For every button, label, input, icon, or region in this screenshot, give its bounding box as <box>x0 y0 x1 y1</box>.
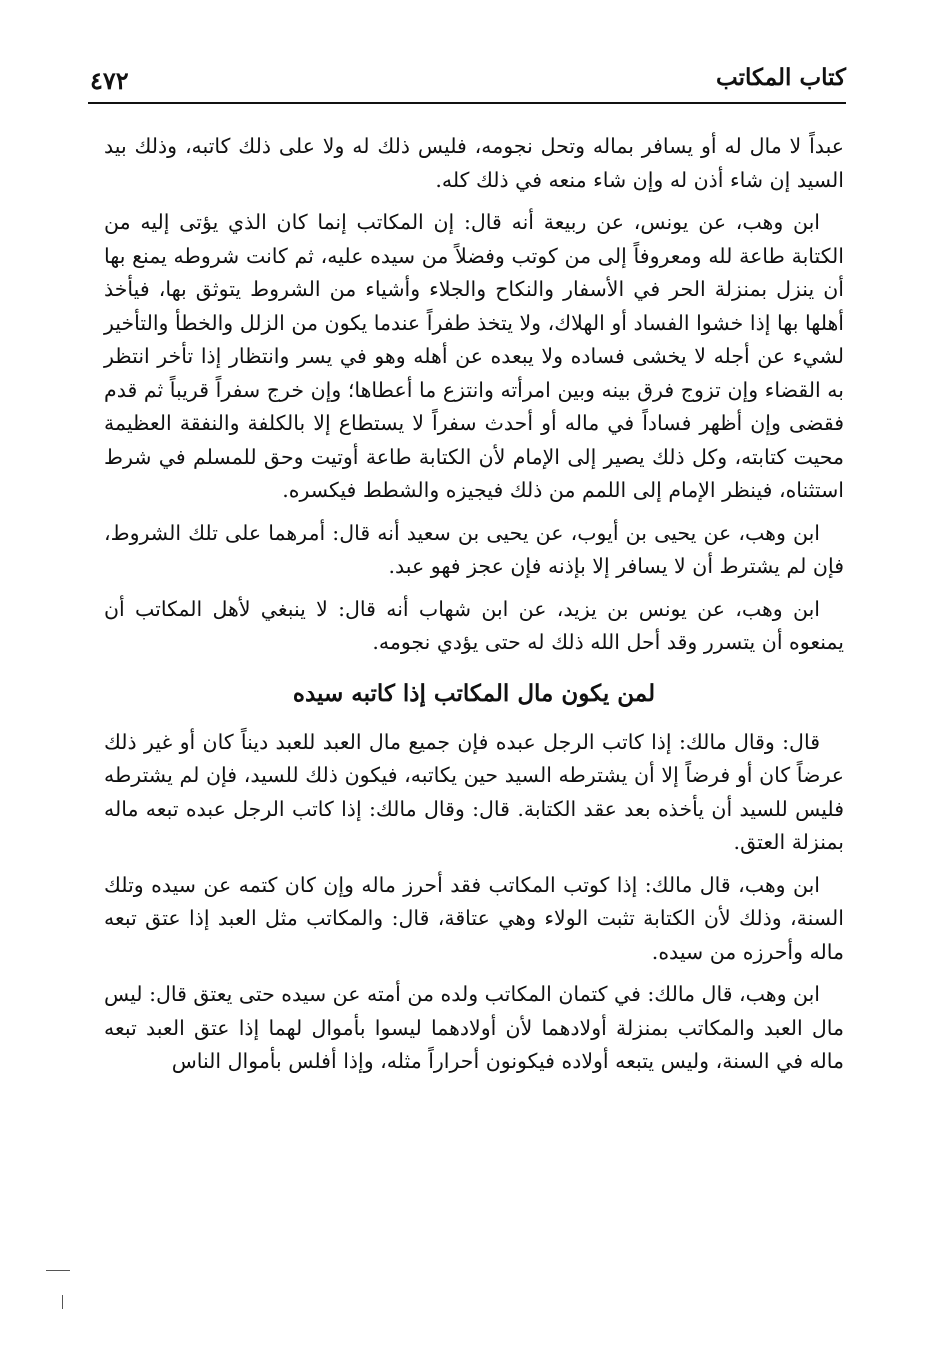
paragraph: ابن وهب، عن يحيى بن أيوب، عن يحيى بن سعيد أنه قال: أمرهما على تلك الشروط، فإن لم يشترط أن لا يسافر إلا بإذنه فإن عجز فهو عبد. <box>104 520 844 578</box>
paragraph: ابن وهب، قال مالك: في كتمان المكاتب ولده من أمته عن سيده حتى يعتق قال: ليس مال العبد والمكاتب بمنزلة أولادهما لأن أولادهما ليسوا بأموال لهما إذا عتق العبد تبعه ماله في السنة، وليس يتبعه أولاده فيكونون أحراراً مثله، وإذا أفلس بأموال الناس <box>103 982 844 1073</box>
paragraph: ابن وهب، عن يونس، عن ربيعة أنه قال: إن المكاتب إنما كان الذي يؤتى إليه من الكتابة طاعة لله ومعروفاً إلى من كوتب وفضلاً من سيده عليه، ثم كانت شروطه يمنع بها أن ينزل بمنزلة الحر في الأسفار والنكاح والجلاء وأشياء من الشروط يتوثق بها، فيأخذ أهلها بها إذا خشوا الفساد أو الهلاك، ولا يتخذ طفراً عندما يكون من الزلل والخطأ والتأخير لشيء عن أجله لا يخشى فساده ولا يبعده عن أهله وهو في يسر وانتظار إذا تأخر انتظر به القضاء وإن تزوج فرق بينه وبين امرأته وانتزع ما أعطاها؛ وإن خرج سفراً قريباً ثم قدم فقضى وإن أظهر فساداً في ماله أو أحدث سفراً لا يستطاع إلا بالكلفة والنفقة العظيمة محيت كتابته، وكل ذلك يصير إلى الإمام لأن الكتابة طاعة أوتيت وحق للمسلم في شرط استثناه، فينظر الإمام إلى اللمم من ذلك فيجيزه والشطط فيكسره. <box>104 210 844 502</box>
paragraph: عبداً لا مال له أو يسافر بماله وتحل نجومه، فليس ذلك له ولا على ذلك كاتبه، وذلك بيد السيد إن شاء أذن له وإن شاء منعه في ذلك كله. <box>104 134 844 192</box>
page-number: ٤٧٢ <box>90 66 129 95</box>
book-title: كتاب المكاتب <box>716 64 846 91</box>
paragraph: ابن وهب، قال مالك: إذا كوتب المكاتب فقد أحرز ماله وإن كان كتمه عن سيده وتلك السنة، وذلك لأن الكتابة تثبت الولاء وهي عتاقة، قال: والمكاتب مثل العبد إذا عتق تبعه ماله وأحرزه من سيده. <box>104 872 844 964</box>
header-rule <box>88 102 846 104</box>
scan-edge-mark <box>62 1295 63 1309</box>
paragraph: ابن وهب، عن يونس بن يزيد، عن ابن شهاب أنه قال: لا ينبغي لأهل المكاتب أن يمنعوه أن يتسرر وقد أحل الله ذلك له حتى يؤدي نجومه. <box>104 596 844 654</box>
scan-edge-mark <box>46 1270 70 1271</box>
section-heading: لمن يكون مال المكاتب إذا كاتبه سيده <box>292 679 656 707</box>
page-body <box>104 130 844 1088</box>
paragraph: قال: وقال مالك: إذا كاتب الرجل عبده فإن جميع مال العبد للعبد ديناً كان أو غير ذلك عرضاً كان أو فرضاً إلا أن يشترطه السيد حين يكاتبه، فيكون ذلك للسيد، فإن لم يشترطه فليس للسيد أن يأخذه بعد عقد الكتابة. قال: وقال مالك: إذا كاتب الرجل عبده تبعه ماله بمنزلة العتق. <box>104 729 844 854</box>
page-header <box>88 56 846 104</box>
